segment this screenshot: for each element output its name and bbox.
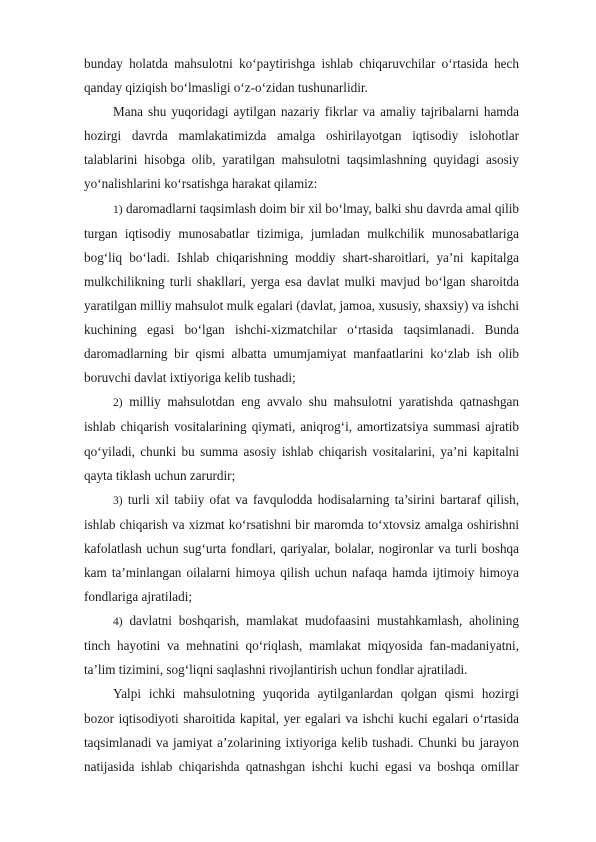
list-number: 1) [113,203,123,216]
list-item-3 [84,488,519,609]
list-number: 4) [113,616,123,629]
paragraph-2 [84,100,519,196]
paragraph-1 [84,52,519,100]
list-item-4 [84,609,519,682]
paragraph-text: turli xil tabiiy ofat va favqulodda hodisalarning ta’sirini bartaraf qilish, ishlab chiqarish va xizmat ko‘rsatishni bir maromda to‘xtovsiz amalga oshirishni kafolatlash uchun sug‘urta fondlari, qariyalar, bolalar, nogironlar va turli boshqa kam ta’minlangan oilalarni himoya qilish uchun nafaqa hamda ijtimoiy himoya fondlariga ajratiladi; [84,491,520,605]
paragraph-text: davlatni boshqarish, mamlakat mudofaasini mustahkamlash, aholining tinch hayotini va mehnatini qo‘riqlash, mamlakat miqyosida fan-madaniyatni, ta’lim tizimini, sog‘liqni saqlashni rivojlantirish uchun fondlar ajratiladi. [84,613,519,678]
paragraph-text: Mana shu yuqoridagi aytilgan nazariy fikrlar va amaliy tajribalarni hamda hozirgi davrda mamlakatimizda amalga oshirilayotgan iqtisodiy islohotlar talablarini hisobga olib, yaratilgan mahsulotni taqsimlashning quyidagi asosiy yo‘nalishlarini ko‘rsatishga harakat qilamiz: [84,104,519,192]
list-number: 3) [113,494,123,507]
list-item-2 [84,390,519,487]
paragraph-text: bunday holatda mahsulotni ko‘paytirishga ishlab chiqaruvchilar o‘rtasida hech qanday qiziqish bo‘lmasligi o‘z-o‘zidan tushunarlidir. [84,56,519,96]
document-page [84,52,519,779]
list-item-1 [84,197,519,391]
paragraph-text: milliy mahsulotdan eng avvalo shu mahsulotni yaratishda qatnashgan ishlab chiqarish vositalarining qiymati, aniqrog‘i, amortizatsiya summasi ajratib qo‘yiladi, chunki bu summa asosiy ishlab chiqarish vositalarini, ya’ni kapitalni qayta tiklash uchun zarurdir; [84,394,519,483]
list-number: 2) [113,397,123,410]
paragraph-last [84,682,519,778]
paragraph-text: Yalpi ichki mahsulotning yuqorida aytilganlardan qolgan qismi hozirgi bozor iqtisodiyoti sharoitida kapital, yer egalari va ishchi kuchi egalari o‘rtasida taqsimlanadi va jamiyat a’zolarining ixtiyoriga kelib tushadi. Chunki bu jarayon natijasida ishlab chiqarishda qatnashgan ishchi kuchi egasi va boshqa omillar [84,686,519,774]
paragraph-text: daromadlarni taqsimlash doim bir xil bo‘lmay, balki shu davrda amal qilib turgan iqtisodiy munosabatlar tizimiga, jumladan mulkchilik munosabatlariga bog‘liq bo‘ladi. Ishlab chiqarishning moddiy shart-sharoitlari, ya’ni kapitalga mulkchilikning turli shakllari, yerga esa davlat mulki mavjud bo‘lgan sharoitda yaratilgan milliy mahsulot mulk egalari (davlat, jamoa, xususiy, shaxsiy) va ishchi kuchining egasi bo‘lgan ishchi-xizmatchilar o‘rtasida taqsimlanadi. Bunda daromadlarning bir qismi albatta umumjamiyat manfaatlarini ko‘zlab ish olib boruvchi davlat ixtiyoriga kelib tushadi; [84,200,520,386]
